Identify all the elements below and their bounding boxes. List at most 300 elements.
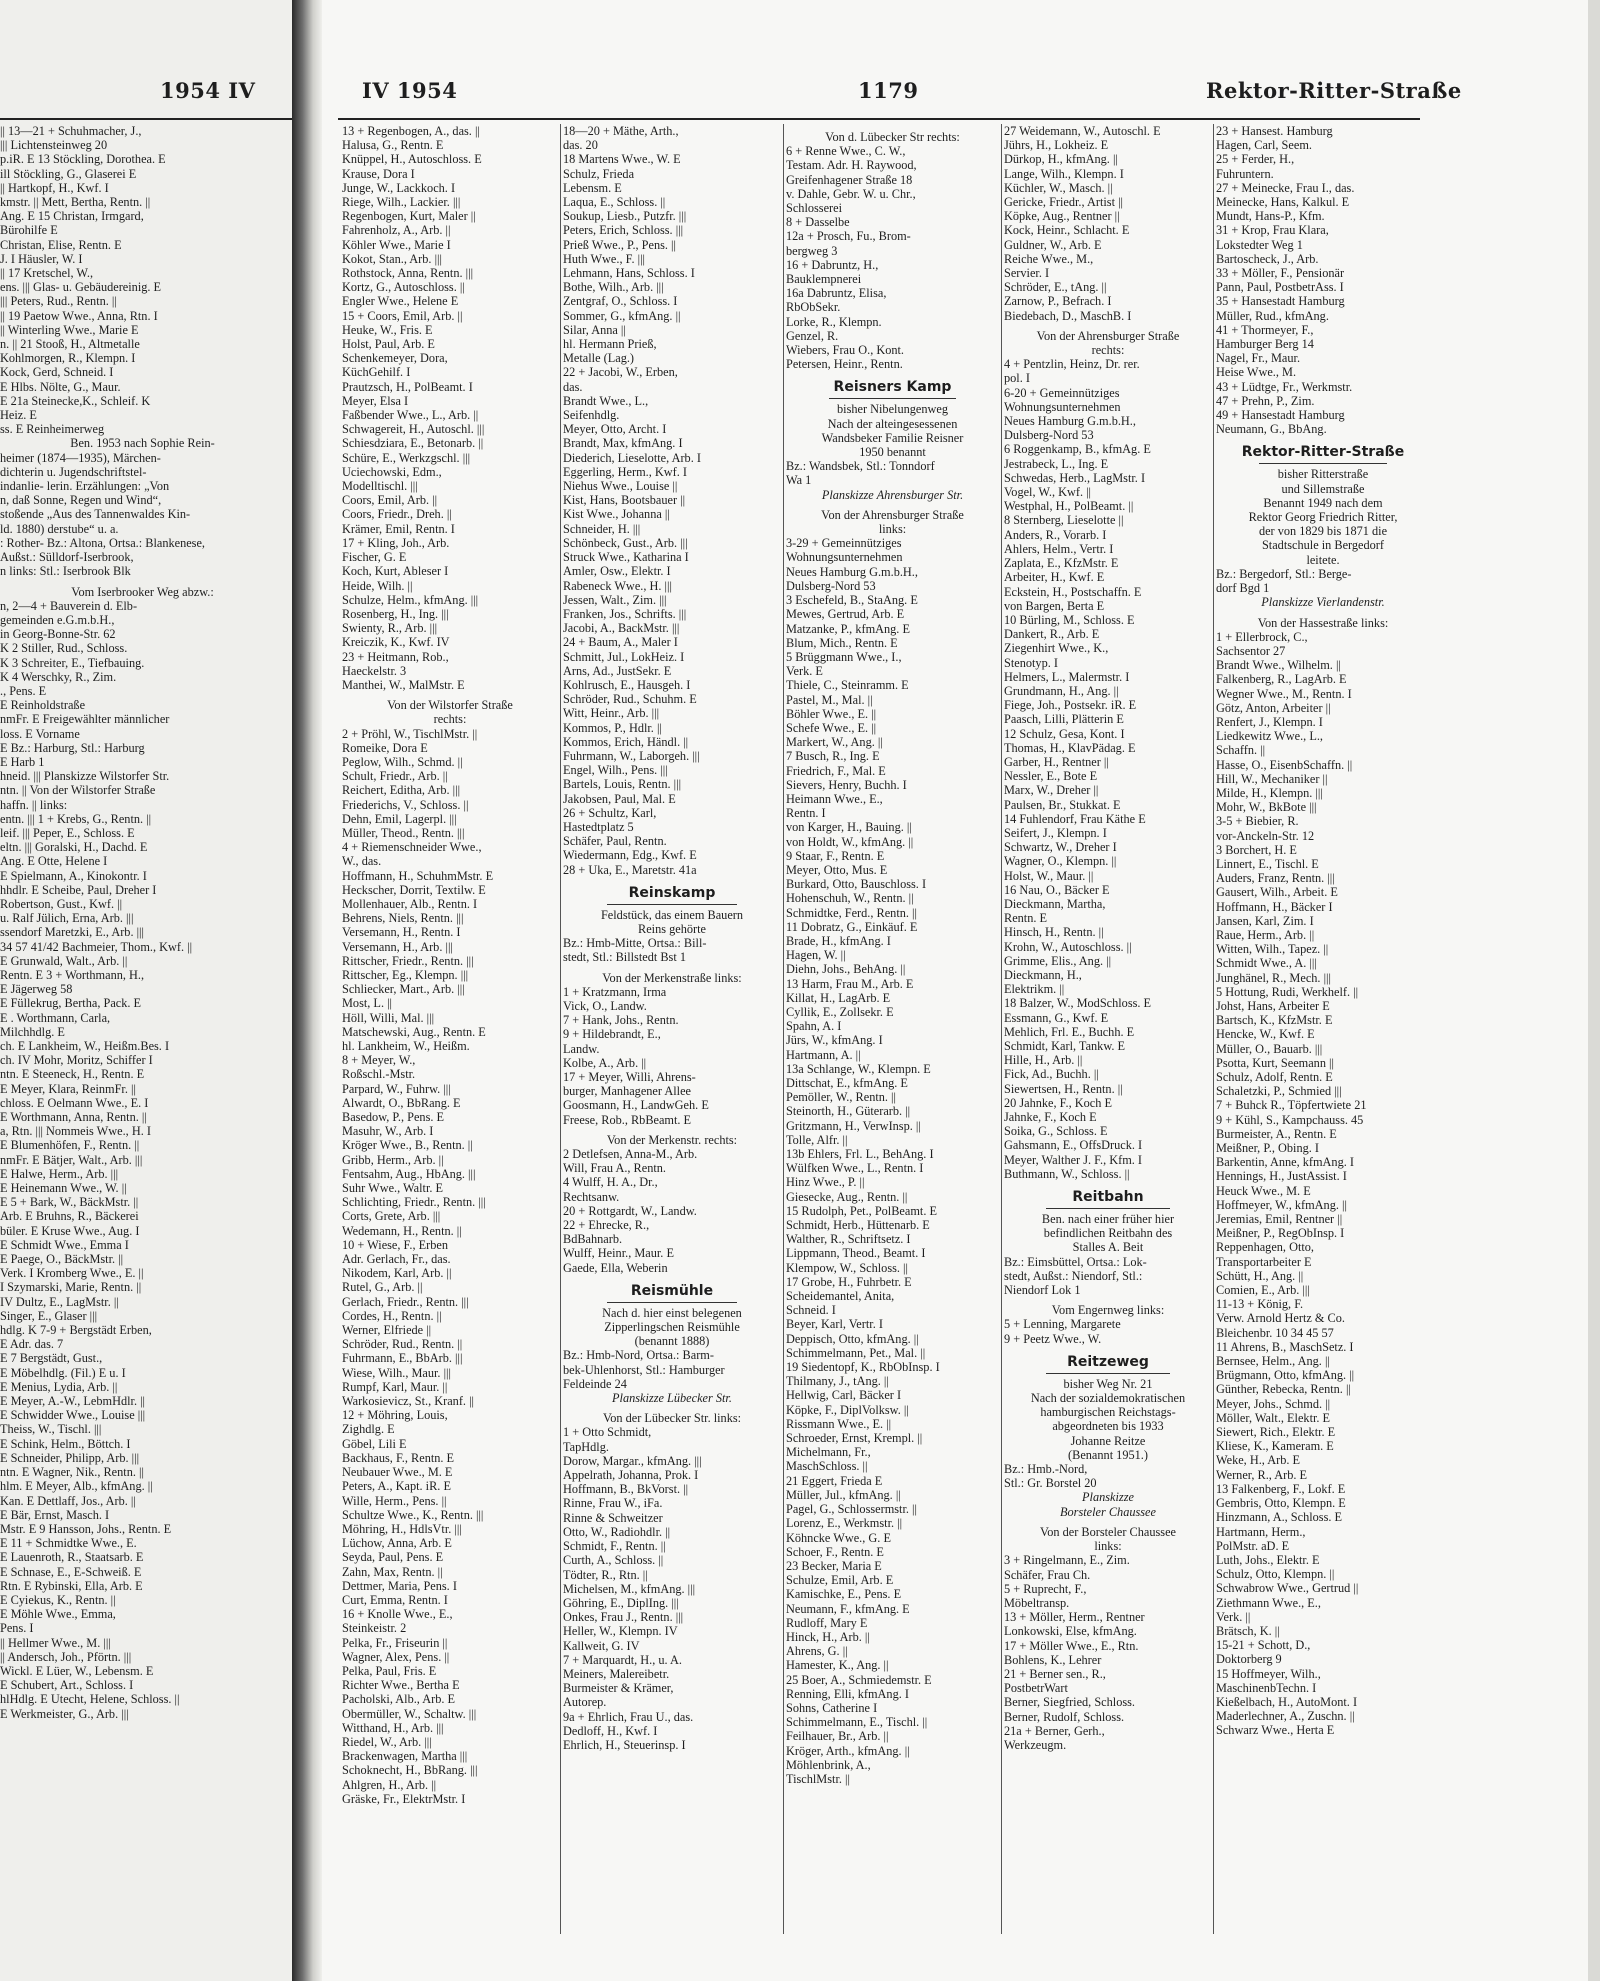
directory-entry: Hille, H., Arb. || (1004, 1053, 1083, 1068)
directory-entry: 16a Dabruntz, Elisa, (786, 286, 887, 301)
directory-entry: Brackenwagen, Martha ||| (342, 1749, 468, 1764)
directory-entry: 31 + Krop, Frau Klara, (1216, 223, 1329, 238)
directory-entry: 13 Falkenberg, F., Lokf. E (1216, 1481, 1346, 1496)
directory-entry: Bürohilfe E (0, 223, 58, 238)
directory-entry: v. Dahle, Gebr. W. u. Chr., (786, 186, 916, 201)
directory-entry: 23 + Heitmann, Rob., (342, 649, 449, 664)
directory-entry: 18—20 + Mäthe, Arth., (563, 124, 679, 138)
directory-entry: ch. IV Mohr, Moritz, Schiffer I (0, 1053, 153, 1068)
directory-entry: E Reinholdstraße (0, 698, 86, 713)
directory-entry: Steinorth, H., Güterarb. || (786, 1104, 911, 1119)
directory-entry: ntn. E Wagner, Nik., Rentn. || (0, 1465, 144, 1480)
directory-entry: Grimme, Elis., Ang. || (1004, 953, 1112, 968)
directory-entry: E Jägerweg 58 (0, 982, 73, 997)
directory-entry: ens. ||| Glas- u. Gebäudereinig. E (0, 280, 162, 295)
directory-entry: 3 Eschefeld, B., StaAng. E (786, 593, 918, 608)
directory-entry: Petersen, Heinr., Rentn. (786, 357, 903, 372)
directory-entry: Mohr, W., BkBote ||| (1216, 800, 1317, 815)
directory-entry: Wagner, Alex, Pens. || (342, 1649, 450, 1664)
directory-entry: Thiele, C., Steinramm. E (786, 678, 909, 693)
directory-entry: Zarnow, P., Befrach. I (1004, 294, 1112, 309)
directory-entry: Falkenberg, R., LagArb. E (1216, 672, 1347, 687)
street-note: Johanne Reitze (1070, 1433, 1146, 1448)
directory-entry: Markert, W., Ang. || (786, 735, 883, 750)
directory-entry: Garber, H., Rentner || (1004, 754, 1109, 769)
directory-entry: Lorenz, E., Werkmstr. || (786, 1516, 903, 1531)
directory-entry: Schmidt, Herb., Hüttenarb. E (786, 1218, 930, 1233)
directory-entry: Fentsahm, Aug., HbAng. ||| (342, 1166, 476, 1181)
directory-entry: 9 Staar, F., Rentn. E (786, 848, 885, 863)
directory-entry: Coors, Friedr., Dreh. || (342, 507, 452, 522)
directory-entry: 14 Fuhlendorf, Frau Käthe E (1004, 811, 1146, 826)
directory-entry: Verk. I Kromberg Wwe., E. || (0, 1266, 144, 1281)
street-heading: Reinskamp (563, 885, 781, 908)
directory-entry: Wedemann, H., Rentn. || (342, 1223, 462, 1238)
directory-entry: Holst, Paul, Arb. E (342, 337, 435, 352)
street-heading: Reitzeweg (1004, 1354, 1212, 1377)
directory-entry: 12a + Prosch, Fu., Brom- (786, 229, 911, 244)
street-note: abgeordneten bis 1933 (1052, 1419, 1164, 1434)
directory-entry: Schwarz Wwe., Herta E (1216, 1723, 1335, 1738)
directory-entry: Bothe, Wilh., Arb. ||| (563, 280, 664, 295)
directory-entry: Hencke, W., Kwf. E (1216, 1027, 1315, 1042)
directory-entry: Suhr Wwe., Waltr. E (342, 1181, 444, 1196)
directory-entry: 12 + Möhring, Louis, (342, 1408, 448, 1423)
directory-entry: Schönbeck, Gust., Arb. ||| (563, 535, 688, 550)
directory-entry: Niehus Wwe., Louise || (563, 479, 678, 494)
directory-entry: 16 + Dabruntz, H., (786, 257, 879, 272)
directory-entry: Ziegenhirt Wwe., K., (1004, 641, 1109, 656)
directory-entry: Pastel, M., Mal. || (786, 692, 873, 707)
directory-entry: Hagen, W. || (786, 948, 846, 963)
directory-entry: 19 Siedentopf, K., RbObInsp. I (786, 1360, 940, 1375)
directory-entry: Rechtsanw. (563, 1189, 620, 1204)
directory-entry: Doktorberg 9 (1216, 1652, 1282, 1667)
street-note: Von d. Lübecker Str rechts: (825, 130, 960, 144)
street-note: Von der Ahrensburger Straße (1036, 328, 1180, 343)
directory-entry: Brügmann, Otto, kfmAng. || (1216, 1368, 1355, 1383)
directory-entry: Kolbe, A., Arb. || (563, 1055, 647, 1070)
directory-entry: Höll, Willi, Mal. ||| (342, 1010, 435, 1025)
directory-entry: Seifert, J., Klempn. I (1004, 825, 1107, 840)
directory-entry: vor-Anckeln-Str. 12 (1216, 828, 1315, 843)
directory-entry: Metalle (Lag.) (563, 351, 635, 366)
directory-entry: 21a + Berner, Gerh., (1004, 1723, 1105, 1738)
directory-entry: Most, L. || (342, 996, 393, 1011)
directory-entry: Hinsch, H., Rentn. || (1004, 925, 1104, 940)
directory-entry: 2 + Pröhl, W., TischlMstr. || (342, 726, 478, 741)
directory-entry: Schimmelmann, Pet., Mal. || (786, 1345, 926, 1360)
directory-entry: Anders, R., Vorarb. I (1004, 527, 1107, 542)
directory-entry: 6 + Renne Wwe., C. W., (786, 144, 906, 159)
directory-entry: Bz.: Eimsbüttel, Ortsa.: Lok- (1004, 1254, 1147, 1269)
directory-entry: kmstr. || Mett, Bertha, Rentn. || (0, 195, 151, 210)
directory-entry: Bz.: Hmb-Mitte, Ortsa.: Bill- (563, 936, 707, 951)
directory-entry: Walther, R., Schriftsetz. I (786, 1232, 911, 1247)
directory-entry: PostbetrWart (1004, 1681, 1068, 1696)
directory-entry: Tolle, Alfr. || (786, 1132, 848, 1147)
directory-entry: Schult, Friedr., Arb. || (342, 769, 448, 784)
directory-entry: n links: Stl.: Iserbrook Blk (0, 564, 131, 579)
directory-entry: n, 2—4 + Bauverein d. Elb- (0, 598, 138, 613)
directory-entry: : Rother- Bz.: Altona, Ortsa.: Blankenese, (0, 535, 205, 550)
directory-entry: p.iR. E 13 Stöckling, Dorothea. E (0, 152, 166, 167)
directory-entry: Schäfer, Frau Ch. (1004, 1567, 1091, 1582)
directory-entry: Engler Wwe., Helene E (342, 294, 459, 309)
directory-entry: Kröger, Arth., kfmAng. || (786, 1743, 910, 1758)
directory-entry: Servier. I (1004, 266, 1050, 281)
directory-entry: 4 Wulff, H. A., Dr., (563, 1175, 658, 1190)
directory-entry: 17 + Meyer, Willi, Ahrens- (563, 1070, 696, 1084)
directory-entry: 3-29 + Gemeinnütziges (786, 536, 902, 551)
street-note: Von der Ahrensburger Straße (821, 507, 964, 522)
directory-entry: Testam. Adr. H. Raywood, (786, 158, 917, 173)
directory-entry: Regenbogen, Kurt, Maler || (342, 209, 476, 224)
directory-entry: Genzel, R. (786, 328, 839, 343)
directory-entry: Werkzeugm. (1004, 1737, 1067, 1752)
directory-entry: Hamester, K., Ang. || (786, 1658, 889, 1673)
directory-entry: Hohenschuh, W., Rentn. || (786, 891, 914, 906)
directory-entry: Giesecke, Aug., Rentn. || (786, 1189, 908, 1204)
directory-entry: Freese, Rob., RbBeamt. E (563, 1112, 692, 1127)
directory-entry: Junge, W., Lackkoch. I (342, 180, 456, 195)
directory-entry: 6 Roggenkamp, B., kfmAg. E (1004, 442, 1151, 457)
directory-entry: Spahn, A. I (786, 1019, 842, 1034)
directory-entry: Meyer, Otto, Mus. E (786, 862, 888, 877)
directory-entry: E 7 Bergstädt, Gust., (0, 1351, 103, 1366)
directory-entry: Schroeder, Ernst, Krempl. || (786, 1431, 923, 1446)
directory-entry: Witten, Wilh., Tapez. || (1216, 942, 1329, 957)
directory-entry: Paulsen, Br., Stukkat. E (1004, 797, 1121, 812)
directory-entry: Schiesdziara, E., Betonarb. || (342, 436, 484, 451)
directory-entry: Fiege, Joh., Postsekr. iR. E (1004, 698, 1137, 713)
directory-entry: Schwabrow Wwe., Gertrud || (1216, 1581, 1359, 1596)
directory-entry: Diehn, Johs., BehAng. || (786, 962, 906, 977)
street-note: Ben. nach einer früher hier (1041, 1212, 1175, 1227)
directory-entry: Bleichenbr. 10 34 45 57 (1216, 1325, 1334, 1340)
directory-entry: ntn. E Steeneck, H., Rentn. E (0, 1067, 145, 1082)
directory-entry: Eggerling, Herm., Kwf. I (563, 464, 687, 479)
directory-entry: Laqua, E., Schloss. || (563, 195, 666, 210)
directory-entry: 15-21 + Schott, D., (1216, 1638, 1311, 1653)
directory-entry: 49 + Hansestadt Hamburg (1216, 408, 1345, 423)
directory-entry: Kommos, P., Hdlr. || (563, 720, 662, 735)
directory-entry: Autorep. (563, 1695, 607, 1710)
directory-entry: Bauklempnerei (786, 272, 862, 287)
directory-entry: Verk. || (1216, 1609, 1251, 1624)
directory-entry: E Möbelhdlg. (Fil.) E u. I (0, 1365, 126, 1380)
street-note: bisher Ritterstraße (1277, 467, 1369, 482)
directory-entry: E Meyer, A.-W., LebmHdlr. || (0, 1394, 146, 1409)
street-note: Von der Merkenstr. rechts: (606, 1132, 738, 1147)
directory-entry: Bernsee, Helm., Ang. || (1216, 1354, 1330, 1369)
directory-entry: Swienty, R., Arb. ||| (342, 621, 438, 636)
directory-entry: Wiedermann, Edg., Kwf. E (563, 848, 697, 863)
directory-entry: Faßbender Wwe., L., Arb. || (342, 408, 479, 423)
directory-entry: Junghänel, R., Mech. ||| (1216, 970, 1331, 985)
directory-entry: Ahrens, G. || (786, 1644, 848, 1659)
directory-entry: Niendorf Lok 1 (1004, 1283, 1081, 1298)
directory-entry: 8 + Dasselbe (786, 215, 850, 230)
plan-sketch-note: Borsteler Chaussee (1060, 1504, 1156, 1519)
directory-entry: Essmann, G., Kwf. E (1004, 1010, 1109, 1025)
directory-entry: n, daß Sonne, Regen und Wind“, (0, 493, 162, 508)
directory-entry: Hennings, H., JustAssist. I (1216, 1169, 1347, 1184)
directory-entry: Feldeinde 24 (563, 1376, 627, 1391)
directory-entry: 18 Balzer, W., ModSchloss. E (1004, 996, 1152, 1011)
street-note: leitete. (1306, 552, 1340, 567)
directory-entry: dichterin u. Jugendschriftstel- (0, 464, 147, 479)
directory-entry: Landw. (563, 1041, 600, 1056)
street-note: Nach der alteingesessenen (827, 416, 958, 431)
directory-entry: Steinkeistr. 2 (342, 1621, 407, 1636)
directory-entry: Tödter, R., Rtn. || (563, 1567, 648, 1582)
directory-entry: Thomas, H., KlavPädag. E (1004, 740, 1136, 755)
directory-entry: 1 + Kratzmann, Irma (563, 984, 667, 999)
directory-entry: Sohns, Catherine I (786, 1700, 878, 1715)
directory-entry: Auders, Franz, Rentn. ||| (1216, 871, 1335, 886)
directory-entry: pol. I (1004, 371, 1030, 386)
directory-entry: 43 + Lüdtge, Fr., Werkmstr. (1216, 379, 1353, 394)
directory-entry: Wulff, Heinr., Maur. E (563, 1246, 674, 1261)
directory-entry: 28 + Uka, E., Maretstr. 41a (563, 862, 697, 877)
directory-entry: Guldner, W., Arb. E (1004, 237, 1102, 252)
directory-entry: 1 + Otto Schmidt, (563, 1425, 652, 1440)
directory-entry: Kohlmorgen, R., Klempn. I (0, 351, 136, 366)
directory-entry: 27 + Meinecke, Frau I., das. (1216, 180, 1355, 195)
directory-entry: Rabeneck Wwe., H. ||| (563, 578, 672, 593)
directory-entry: das. (563, 379, 583, 394)
directory-entry: Wegner Wwe., M., Rentn. I (1216, 686, 1352, 701)
directory-entry: E Lauenroth, R., Staatsarb. E (0, 1550, 144, 1565)
directory-entry: E . Worthmann, Carla, (0, 1010, 111, 1025)
left-header-rule (0, 118, 292, 120)
directory-entry: Lüchow, Anna, Arb. E (342, 1536, 452, 1551)
directory-entry: Schmidt Wwe., A. ||| (1216, 956, 1317, 971)
directory-entry: || 13—21 + Schuhmacher, J., (0, 124, 142, 138)
directory-entry: Versemann, H., Arb. ||| (342, 939, 453, 954)
directory-entry: 22 + Ehrecke, R., (563, 1218, 650, 1233)
directory-entry: TischlMstr. || (786, 1771, 850, 1786)
directory-entry: E Hlbs. Nölte, G., Maur. (0, 379, 121, 394)
directory-entry: Greifenhagener Straße 18 (786, 172, 913, 187)
directory-entry: Thilmany, J., tAng. || (786, 1374, 889, 1389)
directory-entry: || Winterling Wwe., Marie E (0, 322, 139, 337)
directory-entry: Fick, Ad., Buchh. || (1004, 1067, 1099, 1082)
directory-entry: E Füllekrug, Bertha, Pack. E (0, 996, 142, 1011)
directory-entry: Alwardt, O., BbRang. E (342, 1095, 461, 1110)
directory-entry: 13 + Möller, Herm., Rentner (1004, 1610, 1145, 1625)
directory-entry: Zentgraf, O., Schloss. I (563, 294, 678, 309)
directory-column-3 (786, 124, 999, 1786)
directory-entry: stedt, Stl.: Billstedt Bst 1 (563, 950, 686, 965)
directory-entry: Kist Wwe., Johanna || (563, 507, 670, 522)
directory-entry: 4 + Riemenschneider Wwe., (342, 840, 482, 855)
directory-entry: Robertson, Gust., Kwf. || (0, 896, 123, 911)
directory-entry: Schulze, Emil, Arb. E (786, 1573, 894, 1588)
directory-entry: Gribb, Herm., Arb. || (342, 1152, 444, 1167)
directory-entry: Ehrlich, H., Steuerinsp. I (563, 1737, 686, 1752)
directory-entry: 10 Bürling, M., Schloss. E (1004, 612, 1135, 627)
directory-entry: Onkes, Frau J., Rentn. ||| (563, 1610, 684, 1625)
book-gutter (292, 0, 322, 1981)
directory-entry: Raue, Herm., Arb. || (1216, 927, 1315, 942)
directory-entry: Köhncke Wwe., G. E (786, 1530, 891, 1545)
directory-entry: Kröger Wwe., B., Rentn. || (342, 1138, 473, 1153)
directory-entry: Kan. E Dettlaff, Jos., Arb. || (0, 1493, 136, 1508)
directory-entry: Franken, Jos., Schrifts. ||| (563, 606, 687, 621)
directory-entry: Hill, W., Mechaniker || (1216, 771, 1328, 786)
directory-entry: Rumpf, Karl, Maur. || (342, 1379, 448, 1394)
directory-entry: Behrens, Niels, Rentn. ||| (342, 911, 464, 926)
directory-entry: Lehmann, Hans, Schloss. I (563, 266, 695, 281)
directory-entry: das. 20 (563, 138, 598, 153)
directory-entry: Pelka, Fr., Friseurin || (342, 1635, 448, 1650)
directory-entry: 25 + Ferder, H., (1216, 152, 1295, 167)
directory-entry: Rothstock, Anna, Rentn. ||| (342, 266, 474, 281)
directory-entry: von Karger, H., Bauing. || (786, 820, 912, 835)
directory-entry: Richter Wwe., Bertha E (342, 1678, 460, 1693)
directory-entry: Liedkewitz Wwe., L., (1216, 729, 1323, 744)
directory-entry: Schoknecht, H., BbRang. ||| (342, 1763, 478, 1778)
directory-entry: Brätsch, K. || (1216, 1623, 1280, 1638)
directory-entry: Basedow, P., Pens. E (342, 1110, 445, 1125)
directory-entry: Berner, Rudolf, Schloss. (1004, 1709, 1125, 1724)
directory-entry: 8 Sternberg, Lieselotte || (1004, 513, 1124, 528)
directory-entry: Appelrath, Johanna, Prok. I (563, 1468, 699, 1483)
directory-entry: E Worthmann, Anna, Rentn. || (0, 1110, 147, 1125)
directory-entry: Weke, H., Arb. E (1216, 1453, 1301, 1468)
street-note: links: (1094, 1539, 1122, 1554)
directory-entry: 21 Eggert, Frieda E (786, 1473, 883, 1488)
directory-entry: Prieß Wwe., P., Pens. || (563, 237, 676, 252)
directory-entry: Burkard, Otto, Bauschloss. I (786, 877, 927, 892)
directory-entry: Cordes, H., Rentn. || (342, 1308, 442, 1323)
street-heading: Reisners Kamp (786, 379, 999, 402)
directory-entry: Riege, Wilh., Lackier. ||| (342, 195, 461, 210)
column-rule (560, 124, 561, 1934)
directory-entry: Verk. E (786, 664, 823, 679)
directory-entry: MaschinenbTechn. I (1216, 1680, 1317, 1695)
directory-entry: Meyer, Elsa I (342, 393, 409, 408)
directory-entry: Arbeiter, H., Kwf. E (1004, 570, 1105, 585)
directory-entry: Wickl. E Lüer, W., Lebensm. E (0, 1663, 154, 1678)
directory-entry: Deppisch, Otto, kfmAng. || (786, 1331, 919, 1346)
directory-entry: Elektrikm. || (1004, 982, 1065, 997)
directory-entry: Haeckelstr. 3 (342, 663, 407, 678)
directory-entry: E Blumenhöfen, F., Rentn. || (0, 1138, 140, 1153)
directory-entry: bek-Uhlenhorst, Stl.: Hamburger (563, 1362, 725, 1377)
directory-entry: Außst.: Sülldorf-Iserbrook, (0, 550, 134, 565)
street-note: rechts: (1091, 343, 1125, 358)
street-note: 1950 benannt (859, 445, 926, 460)
directory-entry: Schwartz, W., Dreher I (1004, 840, 1117, 855)
directory-entry: Schlichting, Friedr., Rentn. ||| (342, 1195, 486, 1210)
street-note: Ben. 1953 nach Sophie Rein- (70, 436, 215, 451)
directory-entry: Schaffn. || (1216, 743, 1266, 758)
directory-entry: Heiz. E (0, 408, 37, 423)
street-note: Wandsbeker Familie Reisner (821, 430, 964, 445)
directory-entry: Coors, Emil, Arb. || (342, 493, 438, 508)
street-note: Nach der sozialdemokratischen (1030, 1391, 1186, 1406)
directory-entry: Jestrabeck, L., Ing. E (1004, 456, 1109, 471)
directory-entry: Sievers, Henry, Buchh. I (786, 777, 907, 792)
directory-entry: E 5 + Bark, W., BäckMstr. || (0, 1195, 139, 1210)
directory-entry: Schmidtke, Ferd., Rentn. || (786, 905, 917, 920)
directory-entry: 33 + Möller, F., Pensionär (1216, 266, 1345, 281)
directory-entry: Hinck, H., Arb. || (786, 1629, 870, 1644)
directory-entry: Manthei, W., MalMstr. E (342, 677, 465, 692)
directory-entry: Hellwig, Carl, Bäcker I (786, 1388, 902, 1403)
directory-entry: Zahn, Max, Rentn. || (342, 1564, 443, 1579)
directory-entry: E Schwidder Wwe., Louise ||| (0, 1408, 146, 1423)
directory-entry: Marx, W., Dreher || (1004, 783, 1099, 798)
directory-entry: Ziethmann Wwe., E., (1216, 1595, 1321, 1610)
directory-entry: 20 Jahnke, F., Koch E (1004, 1095, 1112, 1110)
directory-entry: in Georg-Bonne-Str. 62 (0, 627, 116, 642)
directory-entry: Buthmann, W., Schloss. || (1004, 1166, 1130, 1181)
directory-entry: Möller, Walt., Elektr. E (1216, 1410, 1331, 1425)
directory-entry: chloss. E Oelmann Wwe., E. I (0, 1095, 149, 1110)
directory-entry: Halusa, G., Rentn. E (342, 138, 444, 153)
directory-entry: E Menius, Lydia, Arb. || (0, 1379, 118, 1394)
directory-entry: burger, Manhagener Allee (563, 1084, 692, 1099)
directory-entry: Curt, Emma, Rentn. I (342, 1592, 448, 1607)
street-note: (Benannt 1951.) (1068, 1447, 1148, 1462)
directory-entry: Göhring, E., DiplIng. ||| (563, 1595, 679, 1610)
directory-entry: 7 Busch, R., Ing. E (786, 749, 880, 764)
directory-entry: Obermüller, W., Schaltw. ||| (342, 1706, 477, 1721)
directory-entry: || Hartkopf, H., Kwf. I (0, 180, 109, 195)
directory-entry: Kallweit, G. IV (563, 1638, 640, 1653)
street-note: befindlichen Reitbahn des (1043, 1226, 1173, 1241)
directory-entry: Riedel, W., Arb. ||| (342, 1734, 432, 1749)
directory-entry: Müller, Jul., kfmAng. || (786, 1487, 901, 1502)
directory-entry: Siewertsen, H., Rentn. || (1004, 1081, 1123, 1096)
directory-entry: TapHdlg. (563, 1439, 609, 1454)
directory-entry: Dieckmann, Martha, (1004, 896, 1106, 911)
directory-entry: RbObSekr. (786, 300, 841, 315)
directory-entry: heimer (1874—1935), Märchen- (0, 450, 161, 465)
directory-entry: nmFr. E Freigewählter männlicher (0, 712, 170, 727)
street-note: Stadtschule in Bergedorf (1261, 538, 1385, 553)
directory-entry: 11 Dobratz, G., Einkäuf. E (786, 919, 918, 934)
directory-entry: Rudloff, Mary E (786, 1615, 868, 1630)
directory-entry: Zighdlg. E (342, 1422, 395, 1437)
directory-entry: E Schink, Helm., Böttch. I (0, 1436, 131, 1451)
directory-entry: gemeinden e.G.m.b.H., (0, 612, 115, 627)
page-number: 1179 (858, 78, 919, 103)
directory-entry: || 17 Kretschel, W., (0, 266, 94, 281)
directory-entry: Koch, Kurt, Ableser I (342, 564, 449, 579)
directory-entry: 7 + Hank, Johs., Rentn. (563, 1013, 679, 1028)
directory-entry: Wille, Herm., Pens. || (342, 1493, 447, 1508)
directory-entry: 9 + Kühl, S., Kampchauss. 45 (1216, 1112, 1364, 1127)
directory-entry: Brandt Wwe., L., (563, 393, 649, 408)
directory-entry: J. I Häusler, W. I (0, 251, 83, 266)
directory-entry: 26 + Schultz, Karl, (563, 805, 657, 820)
street-note: Vom Iserbrooker Weg abzw.: (71, 584, 214, 599)
directory-entry: Comien, E., Arb. ||| (1216, 1283, 1310, 1298)
directory-entry: Struck Wwe., Katharina I (563, 550, 689, 565)
directory-entry: Engel, Wilh., Pens. ||| (563, 763, 668, 778)
directory-entry: Krause, Dora I (342, 166, 415, 181)
directory-entry: Neues Hamburg G.m.b.H., (786, 564, 918, 579)
directory-entry: Gräske, Fr., ElektrMstr. I (342, 1791, 466, 1806)
directory-entry: Kamischke, E., Pens. E (786, 1587, 902, 1602)
directory-entry: Will, Frau A., Rentn. (563, 1161, 666, 1176)
directory-entry: Rittscher, Friedr., Rentn. ||| (342, 953, 474, 968)
